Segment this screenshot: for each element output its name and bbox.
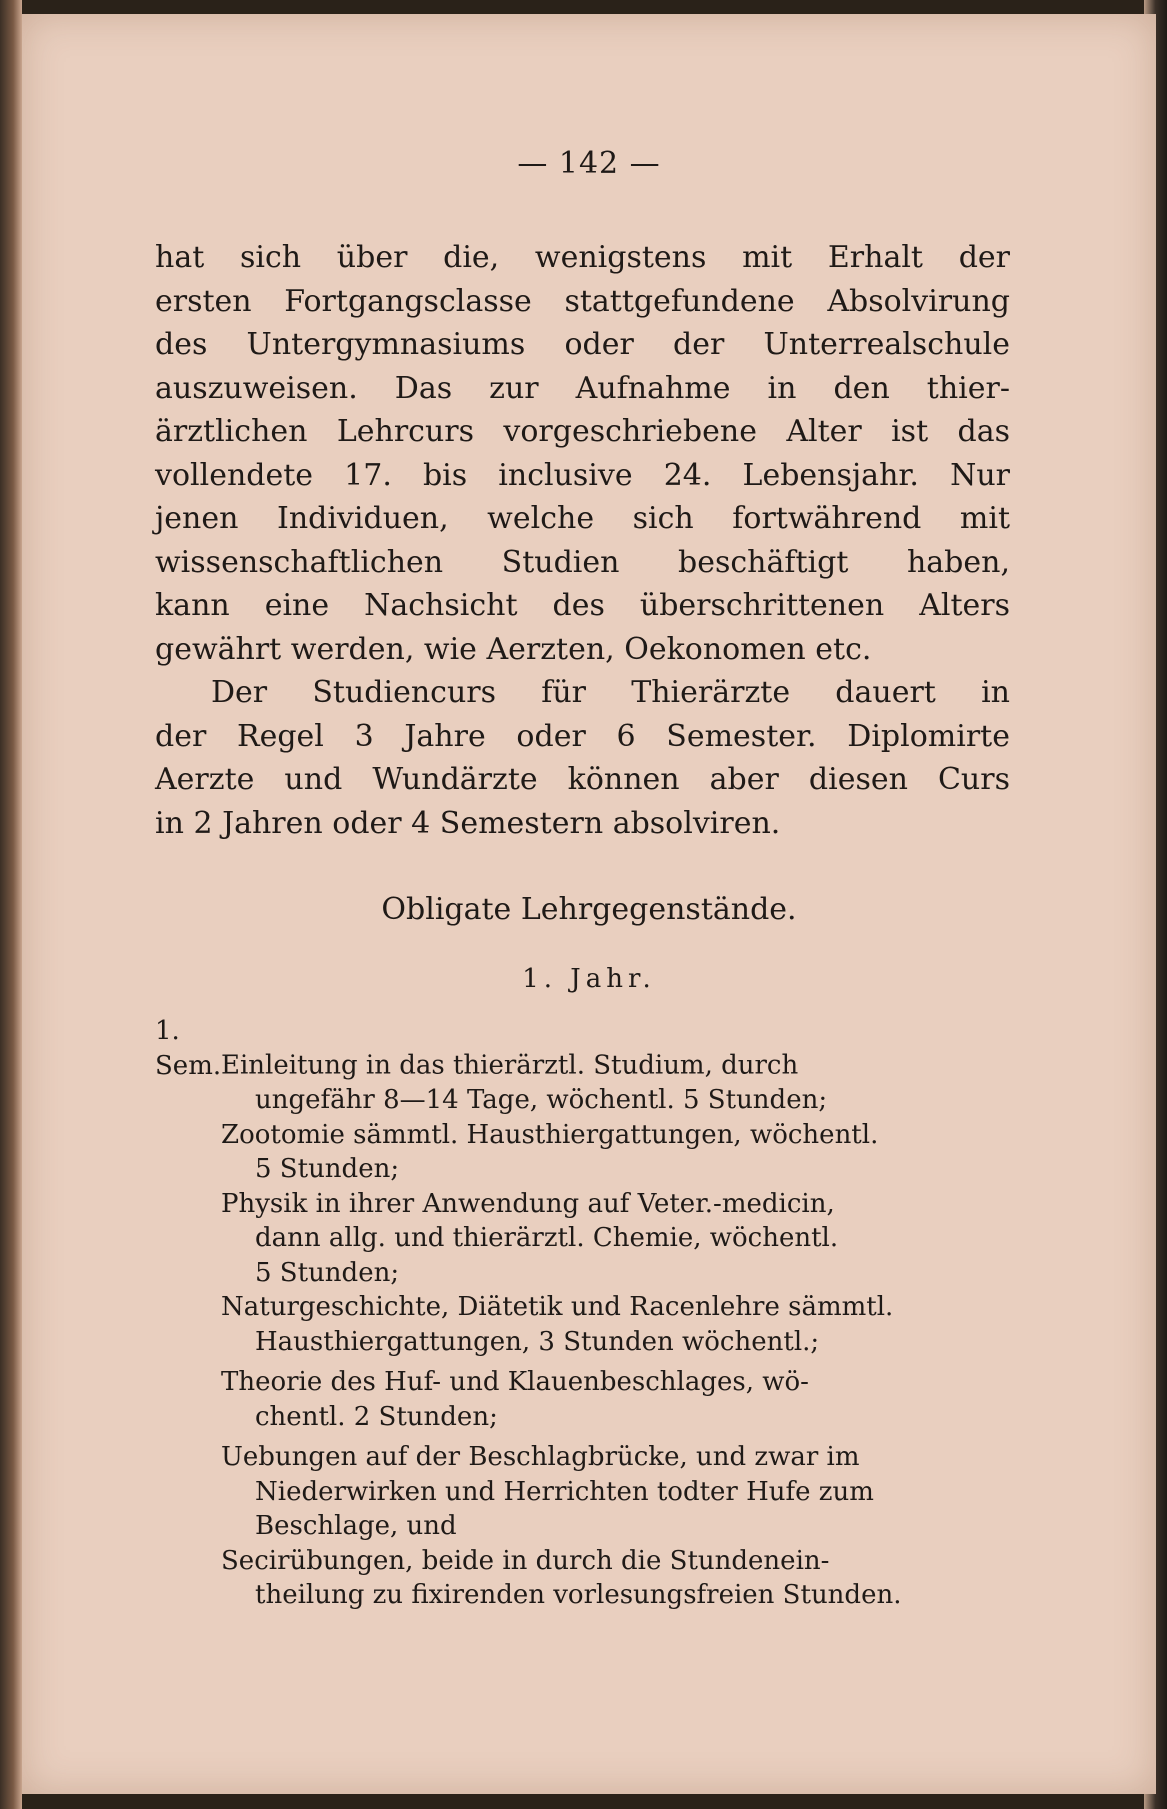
course-continuation: theilung zu fixirenden vorlesungsfreien Stunden. [255, 1580, 902, 1610]
text-line: wissenschaftlichen Studien beschäftigt haben, [155, 544, 1010, 580]
course-title: Physik in ihrer Anwendung auf Veter.-medicin, [221, 1188, 835, 1219]
course-continuation: chentl. 2 Stunden; [255, 1401, 498, 1432]
text-line: der Regel 3 Jahre oder 6 Semester. Diplomirte [155, 718, 1010, 754]
course-item [155, 1118, 1015, 1187]
book-page [22, 14, 1156, 1794]
text-line: gewährt werden, wie Aerzten, Oekonomen etc. [155, 631, 872, 667]
year-heading: 1. Jahr. [522, 964, 656, 994]
text-line: Aerzte und Wundärzte können aber diesen Curs [155, 762, 1010, 797]
section-heading: Obligate Lehrgegenstände. [381, 892, 797, 927]
text-line: jenen Individuen, welche sich fortwährend mit [155, 501, 1010, 536]
text-line: kann eine Nachsicht des überschrittenen Alters [155, 588, 1010, 623]
course-item [155, 1544, 1015, 1613]
course-continuation: dann allg. und thierärztl. Chemie, wöchentl. [255, 1223, 839, 1253]
course-continuation: Beschlage, und [255, 1511, 457, 1541]
course-continuation: 5 Stunden; [255, 1257, 400, 1288]
course-continuation: 5 Stunden; [255, 1154, 400, 1184]
course-item [155, 1365, 1015, 1434]
course-item [155, 1290, 1015, 1359]
course-continuation: Hausthiergattungen, 3 Stunden wöchentl.; [255, 1326, 820, 1357]
page-number: — 142 — [517, 146, 661, 181]
course-item [155, 1187, 1015, 1291]
course-title: Zootomie sämmtl. Hausthiergattungen, wöchentl. [221, 1119, 879, 1150]
course-title: Theorie des Huf- und Klauenbeschlages, wö- [221, 1367, 809, 1397]
course-continuation: Niederwirken und Herrichten todter Hufe zum [255, 1476, 874, 1507]
course-continuation: ungefähr 8—14 Tage, wöchentl. 5 Stunden; [255, 1085, 828, 1115]
course-title: Secirübungen, beide in durch die Stundenein- [221, 1545, 830, 1576]
paragraph-1 [155, 236, 1010, 671]
course-list [155, 1014, 1015, 1613]
semester-label: 1. Sem. [155, 1016, 222, 1081]
course-title: Einleitung in das thierärztl. Studium, durch [221, 1050, 799, 1081]
text-line: in 2 Jahren oder 4 Semestern absolviren. [155, 805, 781, 841]
course-title: Naturgeschichte, Diätetik und Racenlehre sämmtl. [221, 1292, 894, 1322]
text-line: ersten Fortgangsclasse stattgefundene Absolvirung [155, 283, 1010, 319]
text-line: vollendete 17. bis inclusive 24. Lebensjahr. Nur [155, 457, 1010, 493]
book-spine-edge [0, 0, 22, 1809]
text-line: auszuweisen. Das zur Aufnahme in den thier- [155, 370, 1010, 406]
course-item [155, 1014, 1015, 1118]
paragraph-2 [155, 671, 1010, 845]
main-text [155, 236, 1010, 845]
text-line: ärztlichen Lehrcurs vorgeschriebene Alter ist das [155, 414, 1010, 449]
text-line: des Untergymnasiums oder der Unterrealschule [155, 327, 1010, 362]
text-line: hat sich über die, wenigstens mit Erhalt der [155, 240, 1010, 275]
course-item [155, 1440, 1015, 1544]
text-line: Der Studiencurs für Thierärzte dauert in [211, 675, 1010, 710]
course-title: Uebungen auf der Beschlagbrücke, und zwar im [221, 1442, 860, 1472]
